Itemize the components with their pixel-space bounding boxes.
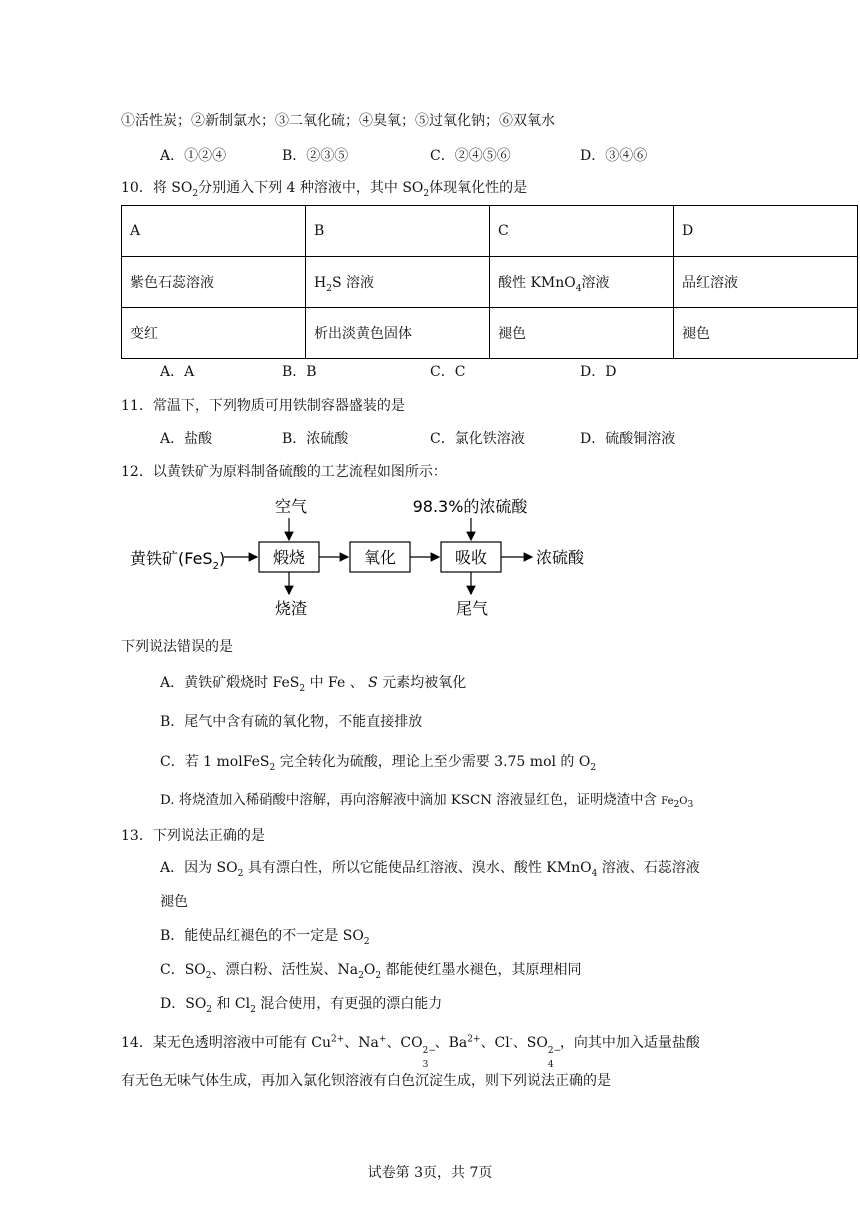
flow-box-absorb-label: 吸收 <box>454 548 488 567</box>
q11-option-b: B．浓硫酸 <box>282 431 349 447</box>
q13-stem: 13．下列说法正确的是 <box>121 828 265 844</box>
flow-label-air: 空气 <box>274 497 308 516</box>
q12-option-b: B．尾气中含有硫的氧化物，不能直接排放 <box>160 714 423 730</box>
q13-option-c: C．$SO_2$、漂白粉、活性炭、$Na_2O_2$ 都能使红墨水褪色，其原理相同 <box>160 962 582 981</box>
flow-box-oxidize-label: 氧化 <box>363 548 397 567</box>
q11-option-a: A．盐酸 <box>160 431 213 447</box>
q9-option-c: C．②④⑤⑥ <box>430 148 511 164</box>
table-cell: 酸性 KMnO$_4$溶液 <box>490 257 674 308</box>
table-cell: 品红溶液 <box>674 257 858 308</box>
table-cell: 变红 <box>122 308 306 359</box>
q12-option-d: D. 将烧渣加入稀硝酸中溶解，再向溶解液中滴加 KSCN 溶液显红色，证明烧渣中含 $Fe_2O_3$ <box>160 793 694 810</box>
flow-label-tailgas: 尾气 <box>455 599 489 618</box>
q14-line2: 有无色无味气体生成，再加入氯化钡溶液有白色沉淀生成，则下列说法正确的是 <box>121 1073 611 1089</box>
q9-option-b: B．②③⑤ <box>282 148 349 164</box>
q13-option-a-cont: 褪色 <box>160 894 188 910</box>
table-cell: C <box>490 206 674 257</box>
q10-option-c: C．C <box>430 364 466 380</box>
table-cell: 褪色 <box>674 308 858 359</box>
table-cell: 析出淡黄色固体 <box>306 308 490 359</box>
q13-option-d: D．$SO_2$ 和 $Cl_2$ 混合使用，有更强的漂白能力 <box>160 996 443 1015</box>
flow-label-output: 浓硫酸 <box>536 548 585 567</box>
table-cell: 褪色 <box>490 308 674 359</box>
flow-label-input: 黄铁矿(FeS$_2$) <box>130 549 226 572</box>
q9-items: ①活性炭；②新制氯水；③二氧化硫；④臭氧；⑤过氧化钠；⑥双氧水 <box>121 113 555 129</box>
q12-prompt: 下列说法错误的是 <box>121 639 233 655</box>
table-row <box>122 257 858 308</box>
q10-option-b: B．B <box>282 364 317 380</box>
table-row <box>122 308 858 359</box>
process-flow-diagram <box>120 490 600 625</box>
q10-table <box>121 205 858 359</box>
table-cell: $H_2S$ 溶液 <box>306 257 490 308</box>
table-cell: 紫色石蕊溶液 <box>122 257 306 308</box>
flow-label-acid-in: 98.3%的浓硫酸 <box>412 497 528 516</box>
flow-box-calcine-label: 煅烧 <box>272 548 306 567</box>
q10-option-d: D．D <box>580 364 617 380</box>
table-cell: D <box>674 206 858 257</box>
q12-option-a: A．黄铁矿煅烧时 FeS$_2$ 中 Fe 、 S 元素均被氧化 <box>160 675 467 694</box>
q11-option-c: C．氯化铁溶液 <box>430 431 525 447</box>
q10-option-a: A．A <box>160 364 195 380</box>
q9-option-d: D．③④⑥ <box>580 148 648 164</box>
table-cell: A <box>122 206 306 257</box>
q13-option-a: A．因为 $SO_2$ 具有漂白性，所以它能使品红溶液、溴水、酸性 KMnO$_4$ 溶液、石蕊溶液 <box>160 860 700 879</box>
table-row <box>122 206 858 257</box>
q9-option-a: A．①②④ <box>160 148 227 164</box>
q12-option-c: C．若 1 molFeS$_2$ 完全转化为硫酸，理论上至少需要 3.75 mol 的 $O_2$ <box>160 754 597 773</box>
table-cell: B <box>306 206 490 257</box>
q11-stem: 11．常温下，下列物质可用铁制容器盛装的是 <box>121 398 405 414</box>
q12-stem: 12．以黄铁矿为原料制备硫酸的工艺流程如图所示： <box>121 464 447 480</box>
q11-option-d: D．硫酸铜溶液 <box>580 431 676 447</box>
q10-stem: 10．将 $SO_2$分别通入下列 4 种溶液中，其中 $SO_2$体现氧化性的是 <box>121 180 528 199</box>
page-footer: 试卷第 3页，共 7页 <box>367 1165 493 1181</box>
q13-option-b: B．能使品红褪色的不一定是 $SO_2$ <box>160 928 370 947</box>
flow-label-slag: 烧渣 <box>274 599 308 618</box>
q14-line1: 14．某无色透明溶液中可能有 $Cu^{2+}$、Na+、CO 2− 3 、$Ba^{2+}$、Cl-、SO 2− 4 ，向其中加入适量盐酸 <box>121 1034 700 1070</box>
